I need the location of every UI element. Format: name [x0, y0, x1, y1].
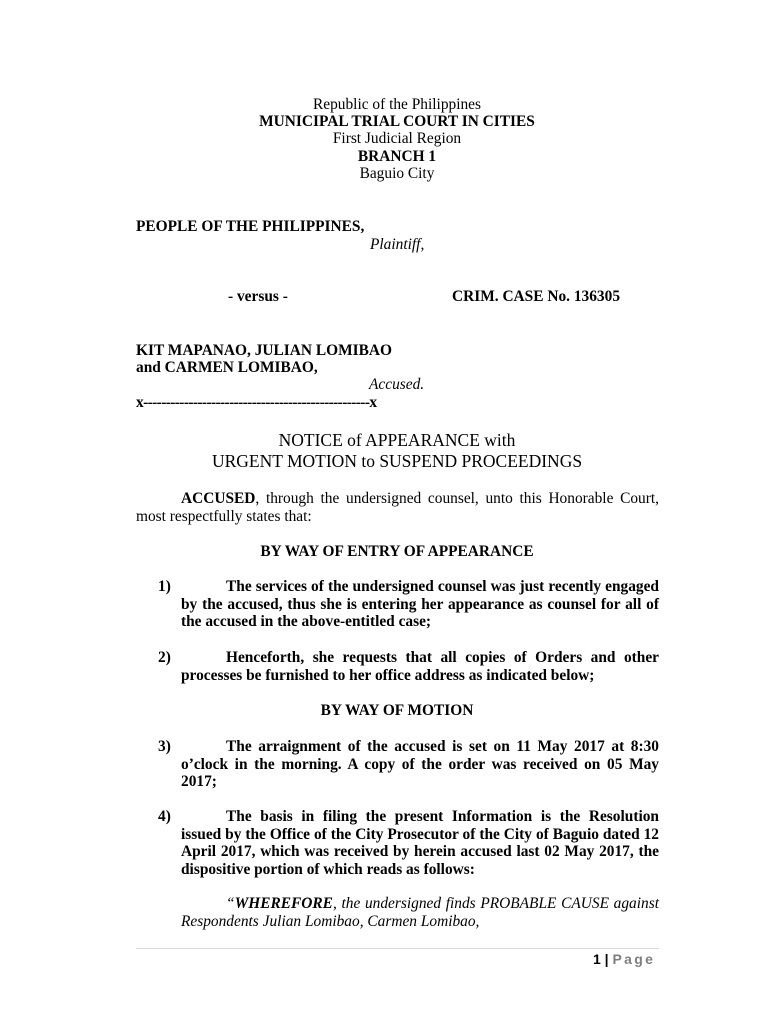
section-heading-motion: BY WAY OF MOTION	[320, 702, 474, 719]
plaintiff-name: PEOPLE OF THE PHILIPPINES,	[136, 218, 365, 235]
accused-names-line2: and CARMEN LOMIBAO,	[136, 359, 318, 376]
page-footer	[593, 951, 655, 967]
paragraph-4-number: 4)	[158, 808, 171, 825]
case-number: CRIM. CASE No. 136305	[452, 288, 621, 305]
plaintiff-role: Plaintiff,	[370, 236, 425, 253]
court-city: Baguio City	[359, 165, 435, 182]
quote-lead: WHEREFORE	[234, 895, 333, 912]
paragraph-3-text	[181, 738, 659, 791]
footer-rule	[136, 948, 659, 949]
intro-text: , through the undersigned counsel, unto this Honorable Court, most respectfully states that:	[136, 490, 659, 525]
paragraph-1-number: 1)	[158, 578, 171, 595]
document-title-line1: NOTICE of APPEARANCE with	[278, 430, 516, 450]
intro-paragraph	[136, 490, 659, 525]
versus-label: - versus -	[228, 288, 288, 305]
dispositive-quote	[181, 895, 659, 930]
court-name: MUNICIPAL TRIAL COURT IN CITIES	[259, 113, 535, 130]
page-label: Page	[612, 951, 656, 967]
court-republic: Republic of the Philippines	[313, 96, 481, 113]
paragraph-3-number: 3)	[158, 738, 171, 755]
document-title-line2: URGENT MOTION to SUSPEND PROCEEDINGS	[211, 451, 583, 471]
caption-separator: x--------------------------------------------------x	[136, 394, 377, 411]
page-number: 1	[593, 951, 601, 967]
accused-names-line1: KIT MAPANAO, JULIAN LOMIBAO	[136, 342, 392, 359]
quote-open-mark: “	[226, 895, 235, 912]
paragraph-4-text	[181, 808, 659, 878]
paragraph-2-body: Henceforth, she requests that all copies of Orders and other processes be furnished to her office address as indicated below;	[181, 649, 659, 684]
paragraph-2-number: 2)	[158, 649, 171, 666]
paragraph-1-text	[181, 578, 659, 631]
accused-role: Accused.	[369, 376, 425, 393]
paragraph-4-body: The basis in filing the present Information is the Resolution issued by the Office of the City Prosecutor of the City of Baguio dated 12 April 2017, which was received by herein accused last 02 May 2017, the dispositive portion of which reads as follows:	[181, 808, 659, 878]
page-separator: |	[600, 951, 613, 967]
quote-text: , the undersigned finds PROBABLE CAUSE against Respondents Julian Lomibao, Carmen Lomibao,	[181, 895, 659, 930]
court-branch: BRANCH 1	[357, 148, 437, 165]
intro-lead: ACCUSED	[181, 490, 256, 507]
court-region: First Judicial Region	[332, 130, 462, 147]
paragraph-3-body: The arraignment of the accused is set on 11 May 2017 at 8:30 o’clock in the morning. A copy of the order was received on 05 May 2017;	[181, 738, 659, 790]
section-heading-appearance: BY WAY OF ENTRY OF APPEARANCE	[260, 543, 534, 560]
paragraph-2-text	[181, 649, 659, 684]
paragraph-1-body: The services of the undersigned counsel was just recently engaged by the accused, thus she is entering her appearance as counsel for all of the accused in the above-entitled case;	[181, 578, 659, 630]
